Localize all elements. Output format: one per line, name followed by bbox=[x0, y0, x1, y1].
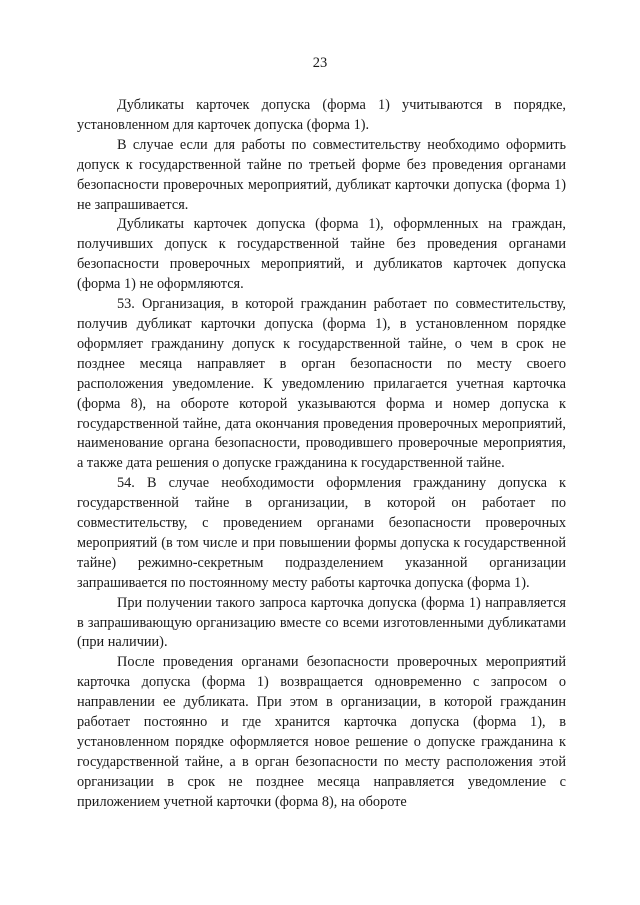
document-body bbox=[77, 96, 566, 813]
paragraph-duplicates-not-issued: Дубликаты карточек допуска (форма 1), оформленных на граждан, получивших допуск к государственной тайне без проведения органами безопасности проверочных мероприятий, и дубликатов карточек допуска (форма 1) не оформляются. bbox=[77, 216, 566, 293]
paragraph-request-received: При получении такого запроса карточка допуска (форма 1) направляется в запрашивающую организацию вместе со всеми изготовленными дубликатами (при наличии). bbox=[77, 594, 566, 651]
paragraph-third-form-case: В случае если для работы по совместительству необходимо оформить допуск к государственной тайне по третьей форме без проведения органами безопасности проверочных мероприятий, дубликат карточки допуска (форма 1) не запрашивается. bbox=[77, 136, 566, 213]
page-number: 23 bbox=[312, 55, 328, 71]
paragraph-item-54: 54. В случае необходимости оформления гражданину допуска к государственной тайне в организации, в которой он работает по совместительству, с проведением органами безопасности проверочных мероприятий (в том числе и при повышении формы допуска к государственной тайне) режимно-секретным подразделением указанной организации запрашивается по постоянному месту работы карточка допуска (форма 1). bbox=[77, 475, 566, 591]
paragraph-after-verification: После проведения органами безопасности проверочных мероприятий карточка допуска (форма 1) возвращается одновременно с запросом о направлении ее дубликата. При этом в организации, в которой гражданин работает постоянно и где хранится карточка допуска (форма 1), в установленном порядке оформляется новое решение о допуске гражданина к государственной тайне, а в орган безопасности по месту расположения этой организации в срок не позднее месяца направляется уведомление с приложением учетной карточки (форма 8), на обороте bbox=[77, 654, 566, 810]
paragraph-item-53: 53. Организация, в которой гражданин работает по совместительству, получив дубликат карточки допуска (форма 1), в установленном порядке оформляет гражданину допуск к государственной тайне, о чем в срок не позднее месяца направляет в орган безопасности по месту своего расположения уведомление. К уведомлению прилагается учетная карточка (форма 8), на обороте которой указываются форма и номер допуска к государственной тайне, дата окончания проведения проверочных мероприятий, наименование органа безопасности, проводившего проверочные мероприятия, а также дата решения о допуске гражданина к государственной тайне. bbox=[77, 296, 566, 472]
paragraph-duplicates-accounting: Дубликаты карточек допуска (форма 1) учитываются в порядке, установленном для карточек допуска (форма 1). bbox=[77, 97, 566, 133]
